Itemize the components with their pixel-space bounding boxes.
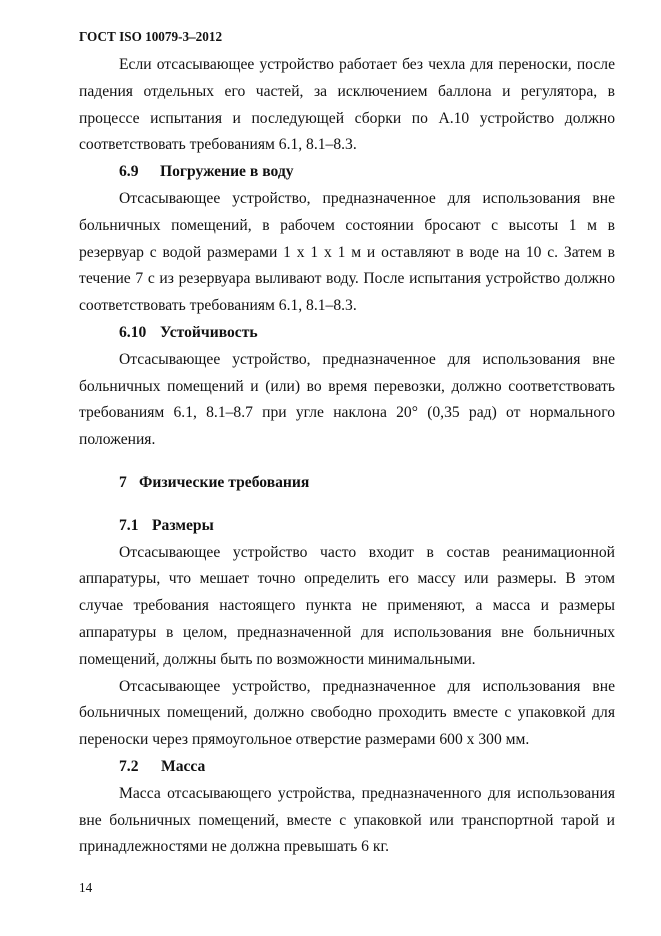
section-number: 6.10	[119, 323, 147, 341]
section-title: Погружение в воду	[160, 163, 294, 181]
paragraph-6-10: Отсасывающее устройство, предназначенное для использования вне больничных помещений и (или) во время перевозки, должно соответствовать требованиям 6.1, 8.1–8.7 при угле наклона 20° (0,35 рад) от нормального положения.	[79, 350, 615, 449]
page-number: 14	[79, 880, 93, 895]
document-body	[79, 52, 615, 861]
standard-header: ГОСТ ISO 10079-3–2012	[79, 29, 223, 44]
section-heading-7-1	[79, 513, 615, 540]
section-heading-6-10	[79, 320, 615, 347]
section-heading-6-9	[79, 159, 615, 186]
section-title: Физические требования	[139, 473, 310, 491]
paragraph-6-9: Отсасывающее устройство, предназначенное для использования вне больничных помещений, в рабочем состоянии бросают с высоты 1 м в резервуар с водой размерами 1 x 1 x 1 м и оставляют в воде на 10 с. Затем в течение 7 с из резервуара выливают воду. После испытания устройство должно соответствовать требованиям 6.1, 8.1–8.3.	[79, 189, 615, 315]
section-title: Масса	[161, 757, 206, 775]
section-heading-7-2	[79, 754, 615, 781]
paragraph-7-1-a: Отсасывающее устройство часто входит в состав реанимационной аппаратуры, что мешает точно определить его массу или размеры. В этом случае требования настоящего пункта не применяют, а масса и размеры аппаратуры в целом, предназначенной для использования вне больничных помещений, должны быть по возможности минимальными.	[79, 543, 615, 668]
section-number: 6.9	[119, 163, 139, 181]
section-heading-7	[79, 470, 615, 497]
section-number: 7.1	[119, 516, 139, 534]
paragraph-7-2: Масса отсасывающего устройства, предназначенного для использования вне больничных помещений, вместе с упаковкой или транспортной тарой и принадлежностями не должна превышать 6 кг.	[79, 784, 615, 856]
paragraph-7-1-b: Отсасывающее устройство, предназначенное для использования вне больничных помещений, должно свободно проходить вместе с упаковкой для переноски через прямоугольное отверстие размерами 600 x 300 мм.	[79, 677, 615, 749]
paragraph-intro: Если отсасывающее устройство работает без чехла для переноски, после падения отдельных его частей, за исключением баллона и регулятора, в процессе испытания и последующей сборки по А.10 устройство должно соответствовать требованиям 6.1, 8.1–8.3.	[79, 56, 615, 154]
section-number: 7.2	[119, 757, 139, 775]
section-number: 7	[119, 473, 127, 491]
section-title: Размеры	[152, 516, 214, 534]
section-title: Устойчивость	[160, 323, 258, 341]
